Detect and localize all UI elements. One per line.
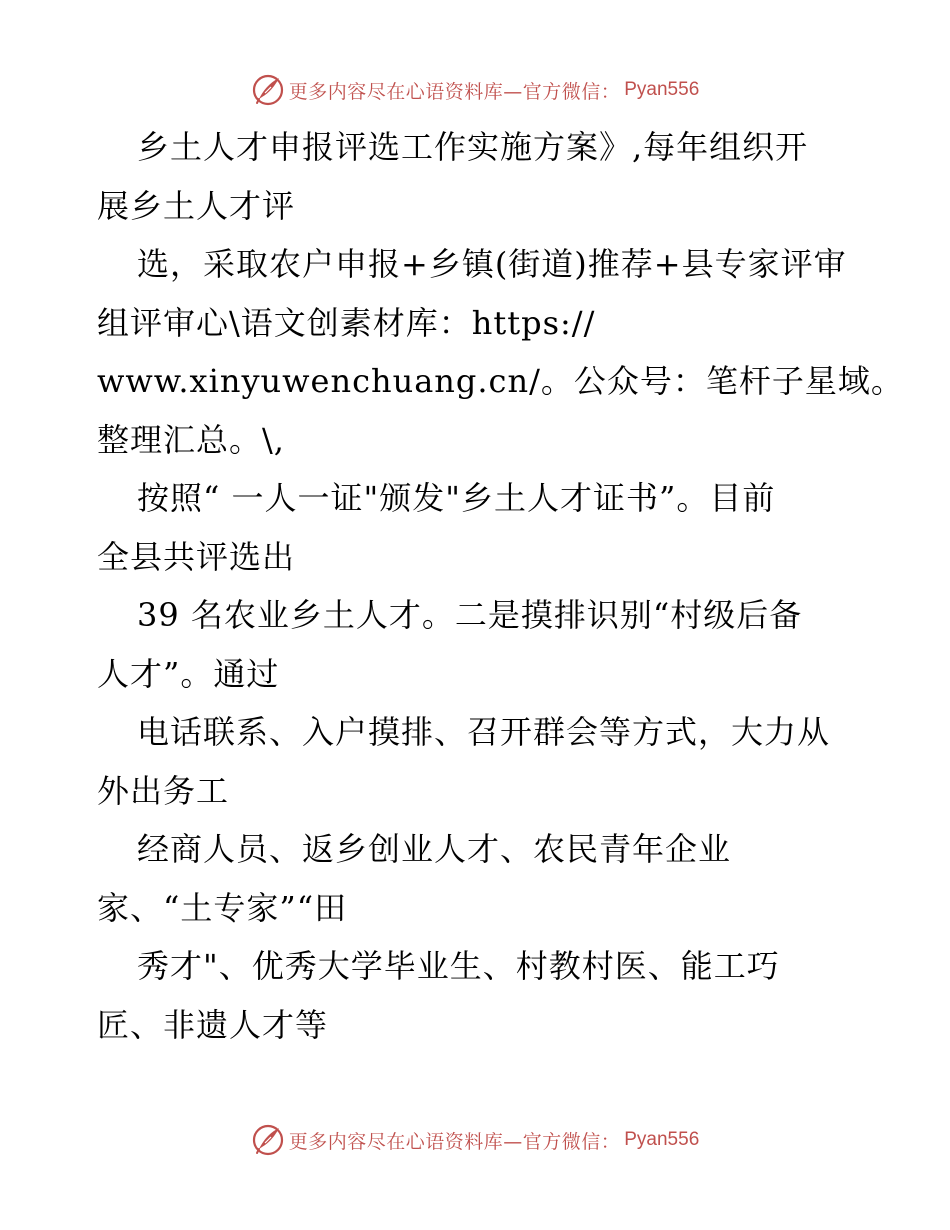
text-line: 经商人员、返乡创业人才、农民青年企业 — [137, 830, 732, 868]
text-line: 外出务工 — [97, 771, 230, 810]
text-line: 人才”。通过 — [97, 654, 280, 693]
text-line: 展乡土人才评 — [97, 186, 296, 225]
text-line: 39 名农业乡土人才。二是摸排识别“村级后备 — [137, 596, 803, 634]
text-line: 家、“土专家”“田 — [97, 888, 348, 927]
document-body — [97, 118, 904, 1054]
feather-pen-logo-icon — [251, 1123, 285, 1157]
header-banner-id: Pyan556 — [624, 79, 700, 100]
text-line: 秀才"、优秀大学毕业生、村教村医、能工巧 — [137, 947, 780, 985]
text-line: 组评审心\语文创素材库：https:// — [97, 303, 596, 342]
text-line: 电话联系、入户摸排、召开群会等方式，大力从 — [137, 713, 831, 751]
text-line: 乡土人才申报评选工作实施方案》,每年组织开 — [137, 128, 809, 166]
text-line: 选，采取农户申报+乡镇(街道)推荐+县专家评审 — [137, 245, 847, 283]
page-header — [0, 70, 950, 110]
page-footer — [0, 1120, 950, 1160]
text-line: www.xinyuwenchuang.cn/。公众号：笔杆子星域。 — [97, 362, 904, 400]
footer-banner — [251, 1123, 700, 1157]
text-line: 按照“ 一人一证"颁发"乡土人才证书”。目前 — [137, 479, 776, 517]
text-line: 匠、非遗人才等 — [97, 1005, 329, 1044]
text-line: 全县共评选出 — [97, 537, 296, 576]
footer-banner-id: Pyan556 — [624, 1129, 700, 1150]
header-banner — [251, 73, 700, 107]
feather-pen-logo-icon — [251, 73, 285, 107]
text-line: 整理汇总。\, — [97, 420, 285, 459]
header-banner-text: 更多内容尽在心语资料库—官方微信： — [288, 80, 621, 103]
footer-banner-text: 更多内容尽在心语资料库—官方微信： — [288, 1130, 621, 1153]
